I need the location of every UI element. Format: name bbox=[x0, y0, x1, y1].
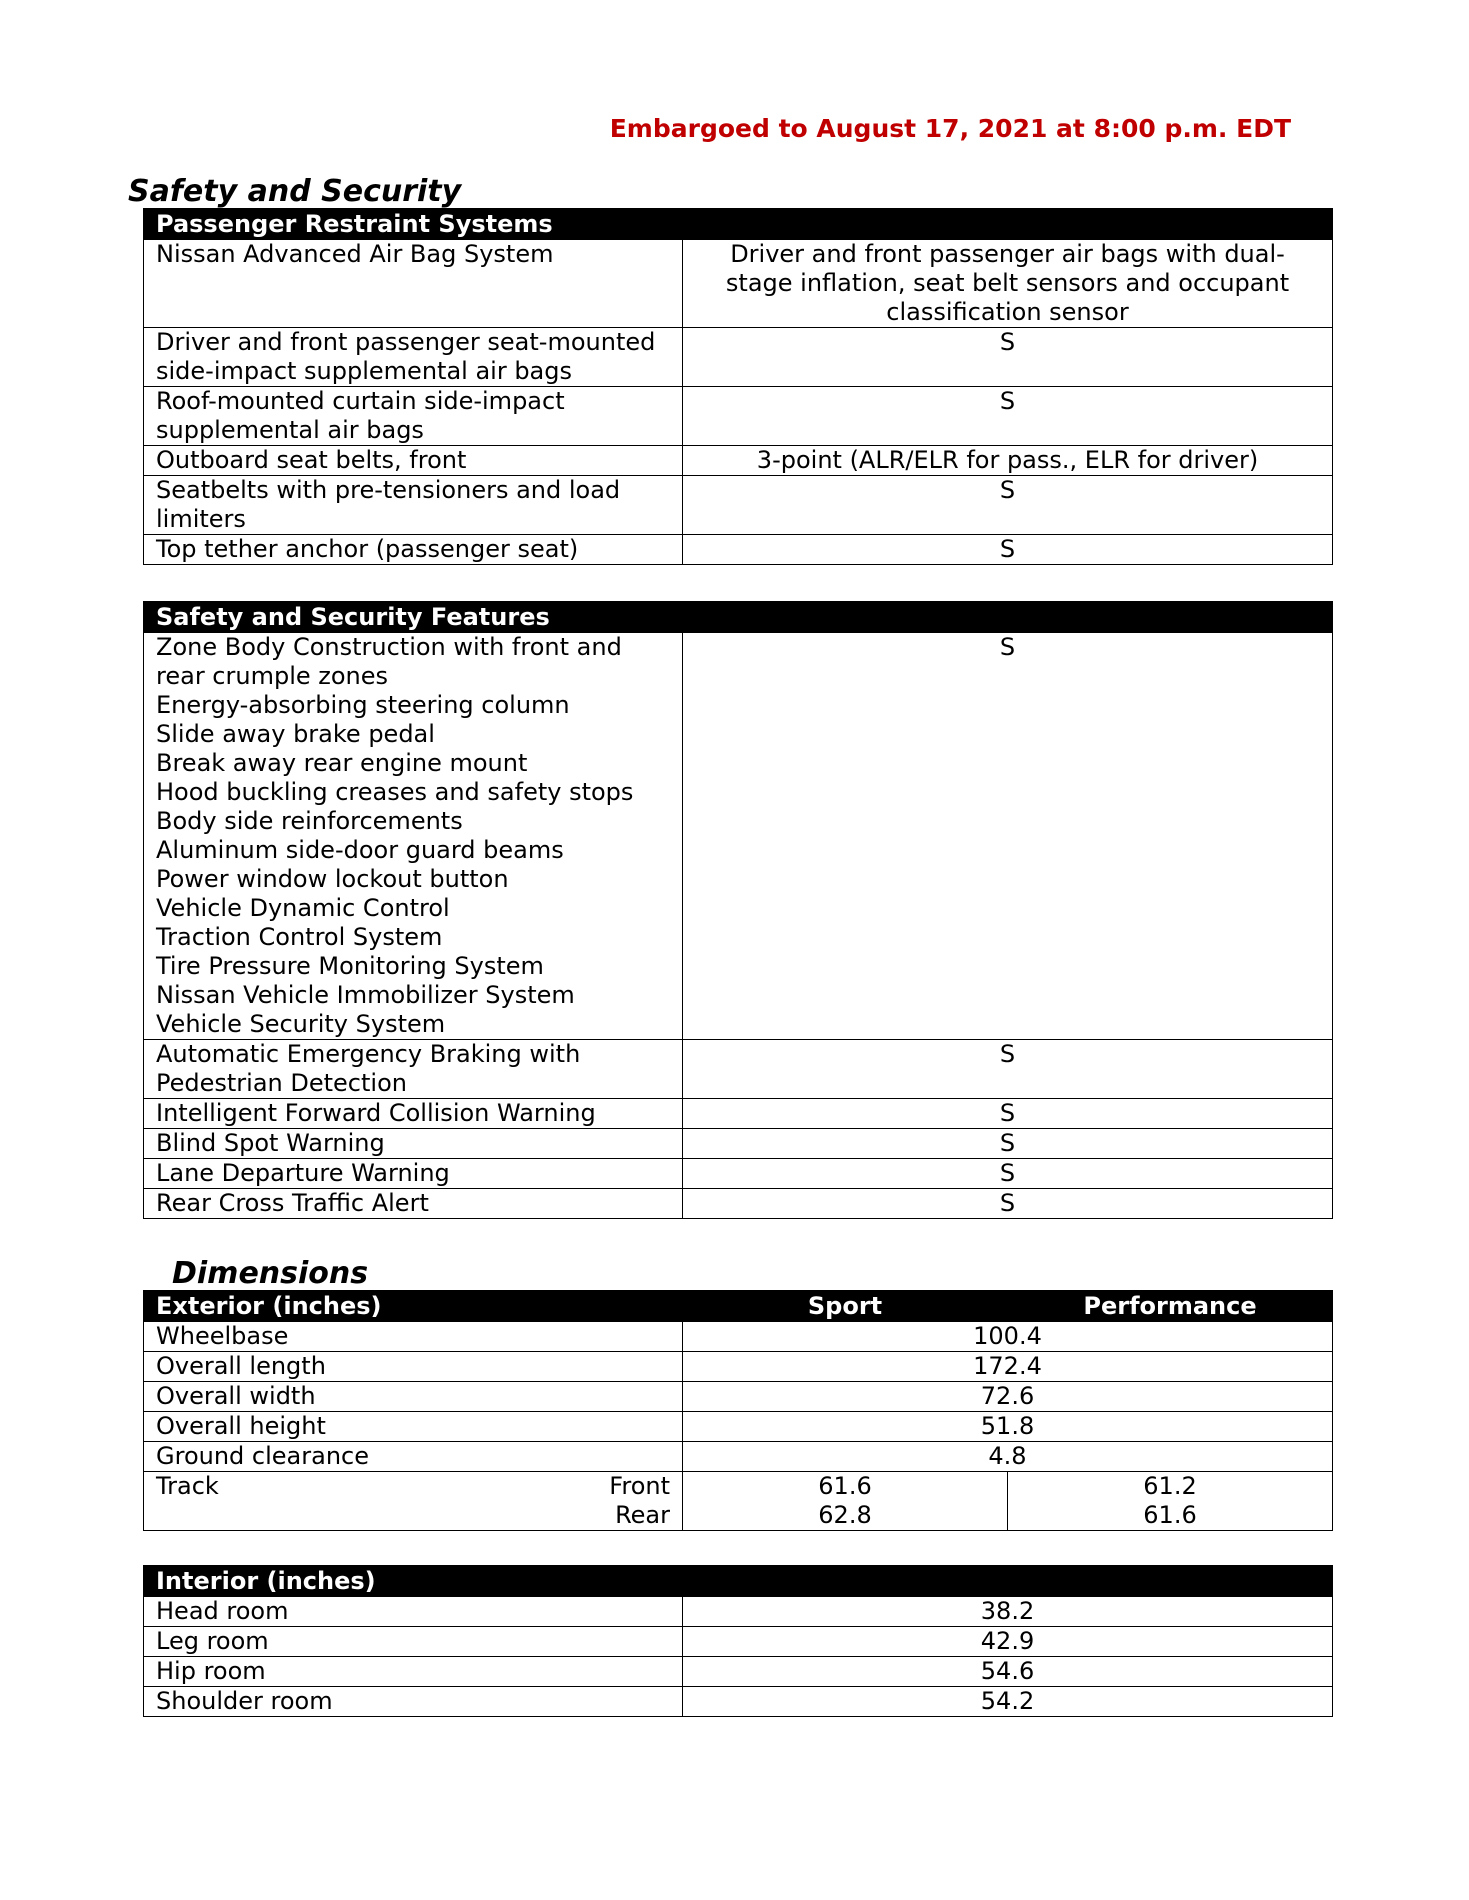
track-sport-cell bbox=[683, 1472, 1008, 1531]
row-label: Shoulder room bbox=[144, 1687, 683, 1717]
row-value: 54.2 bbox=[683, 1687, 1333, 1717]
row-value: 38.2 bbox=[683, 1597, 1333, 1627]
safety-section-title: Safety and Security bbox=[128, 174, 462, 209]
table-row bbox=[144, 535, 1333, 565]
row-value: 3-point (ALR/ELR for pass., ELR for driver) bbox=[683, 446, 1333, 476]
feature-item: Vehicle Dynamic Control bbox=[156, 894, 450, 922]
row-label: Automatic Emergency Braking with Pedestrian Detection bbox=[144, 1040, 683, 1099]
table-row bbox=[144, 1657, 1333, 1687]
table-header-row bbox=[144, 209, 1333, 240]
table-header-row bbox=[144, 1291, 1333, 1322]
track-performance-rear: 61.6 bbox=[1143, 1501, 1197, 1529]
table-row bbox=[144, 1040, 1333, 1099]
row-label: Top tether anchor (passenger seat) bbox=[144, 535, 683, 565]
track-sport-front: 61.6 bbox=[818, 1472, 872, 1500]
row-label: Rear Cross Traffic Alert bbox=[144, 1189, 683, 1219]
track-rear-label: Rear bbox=[615, 1501, 670, 1529]
row-value: 4.8 bbox=[683, 1442, 1333, 1472]
row-value: S bbox=[683, 1189, 1333, 1219]
row-label: Seatbelts with pre-tensioners and load limiters bbox=[144, 476, 683, 535]
table-header-row bbox=[144, 1566, 1333, 1597]
row-value: S bbox=[683, 476, 1333, 535]
row-label: Hip room bbox=[144, 1657, 683, 1687]
track-front-label: Front bbox=[609, 1472, 670, 1500]
row-value: S bbox=[683, 633, 1333, 1040]
feature-item: Energy-absorbing steering column bbox=[156, 691, 570, 719]
performance-column-header: Performance bbox=[1008, 1291, 1333, 1322]
table-row bbox=[144, 1129, 1333, 1159]
table-row bbox=[144, 1159, 1333, 1189]
table-row bbox=[144, 1099, 1333, 1129]
interior-header: Interior (inches) bbox=[144, 1566, 1333, 1597]
row-value: S bbox=[683, 1040, 1333, 1099]
features-header: Safety and Security Features bbox=[144, 602, 1333, 633]
table-row bbox=[144, 1597, 1333, 1627]
feature-group-list bbox=[144, 633, 683, 1040]
track-sport-rear: 62.8 bbox=[818, 1501, 872, 1529]
row-label: Driver and front passenger seat-mounted side-impact supplemental air bags bbox=[144, 328, 683, 387]
row-value: 51.8 bbox=[683, 1412, 1333, 1442]
row-label: Head room bbox=[144, 1597, 683, 1627]
table-row bbox=[144, 1322, 1333, 1352]
table-row bbox=[144, 1627, 1333, 1657]
table-row bbox=[144, 476, 1333, 535]
feature-item: rear crumple zones bbox=[156, 662, 389, 690]
table-row bbox=[144, 240, 1333, 328]
track-performance-cell bbox=[1008, 1472, 1333, 1531]
exterior-header: Exterior (inches) bbox=[144, 1291, 683, 1322]
row-label: Outboard seat belts, front bbox=[144, 446, 683, 476]
row-value: S bbox=[683, 1129, 1333, 1159]
feature-item: Body side reinforcements bbox=[156, 807, 463, 835]
feature-item: Vehicle Security System bbox=[156, 1010, 446, 1038]
row-value: 72.6 bbox=[683, 1382, 1333, 1412]
row-value: Driver and front passenger air bags with dual-stage inflation, seat belt sensors and occupant classification sensor bbox=[683, 240, 1333, 328]
feature-item: Nissan Vehicle Immobilizer System bbox=[156, 981, 575, 1009]
feature-item: Slide away brake pedal bbox=[156, 720, 435, 748]
row-label: Roof-mounted curtain side-impact supplemental air bags bbox=[144, 387, 683, 446]
track-row bbox=[144, 1472, 1333, 1531]
safety-features-table bbox=[143, 601, 1333, 1219]
feature-item: Hood buckling creases and safety stops bbox=[156, 778, 634, 806]
row-value: S bbox=[683, 328, 1333, 387]
feature-item: Power window lockout button bbox=[156, 865, 509, 893]
table-row bbox=[144, 328, 1333, 387]
row-value: 54.6 bbox=[683, 1657, 1333, 1687]
feature-item: Tire Pressure Monitoring System bbox=[156, 952, 544, 980]
feature-item: Traction Control System bbox=[156, 923, 443, 951]
row-value: S bbox=[683, 1099, 1333, 1129]
interior-dimensions-table bbox=[143, 1565, 1333, 1717]
track-label-cell bbox=[144, 1472, 683, 1531]
exterior-dimensions-table bbox=[143, 1290, 1333, 1531]
row-label: Overall height bbox=[144, 1412, 683, 1442]
row-value: 42.9 bbox=[683, 1627, 1333, 1657]
row-value: S bbox=[683, 387, 1333, 446]
row-label: Blind Spot Warning bbox=[144, 1129, 683, 1159]
table-row bbox=[144, 1352, 1333, 1382]
table-row bbox=[144, 1442, 1333, 1472]
row-value: 100.4 bbox=[683, 1322, 1333, 1352]
table-row bbox=[144, 446, 1333, 476]
table-row bbox=[144, 1412, 1333, 1442]
restraint-header: Passenger Restraint Systems bbox=[144, 209, 1333, 240]
track-label: Track bbox=[156, 1472, 219, 1500]
feature-item: Aluminum side-door guard beams bbox=[156, 836, 564, 864]
table-header-row bbox=[144, 602, 1333, 633]
table-row bbox=[144, 1382, 1333, 1412]
table-row bbox=[144, 633, 1333, 1040]
row-label: Overall width bbox=[144, 1382, 683, 1412]
row-label: Lane Departure Warning bbox=[144, 1159, 683, 1189]
row-value: S bbox=[683, 535, 1333, 565]
track-performance-front: 61.2 bbox=[1143, 1472, 1197, 1500]
feature-item: Break away rear engine mount bbox=[156, 749, 528, 777]
table-row bbox=[144, 1189, 1333, 1219]
row-label: Leg room bbox=[144, 1627, 683, 1657]
feature-item: Zone Body Construction with front and bbox=[156, 633, 622, 661]
table-row bbox=[144, 387, 1333, 446]
row-label: Intelligent Forward Collision Warning bbox=[144, 1099, 683, 1129]
row-value: 172.4 bbox=[683, 1352, 1333, 1382]
table-row bbox=[144, 1687, 1333, 1717]
row-label: Wheelbase bbox=[144, 1322, 683, 1352]
sport-column-header: Sport bbox=[683, 1291, 1008, 1322]
row-label: Overall length bbox=[144, 1352, 683, 1382]
restraint-systems-table bbox=[143, 208, 1333, 565]
row-label: Nissan Advanced Air Bag System bbox=[144, 240, 683, 328]
embargo-notice: Embargoed to August 17, 2021 at 8:00 p.m. EDT bbox=[609, 114, 1291, 143]
dimensions-section-title: Dimensions bbox=[172, 1256, 369, 1291]
row-label: Ground clearance bbox=[144, 1442, 683, 1472]
row-value: S bbox=[683, 1159, 1333, 1189]
